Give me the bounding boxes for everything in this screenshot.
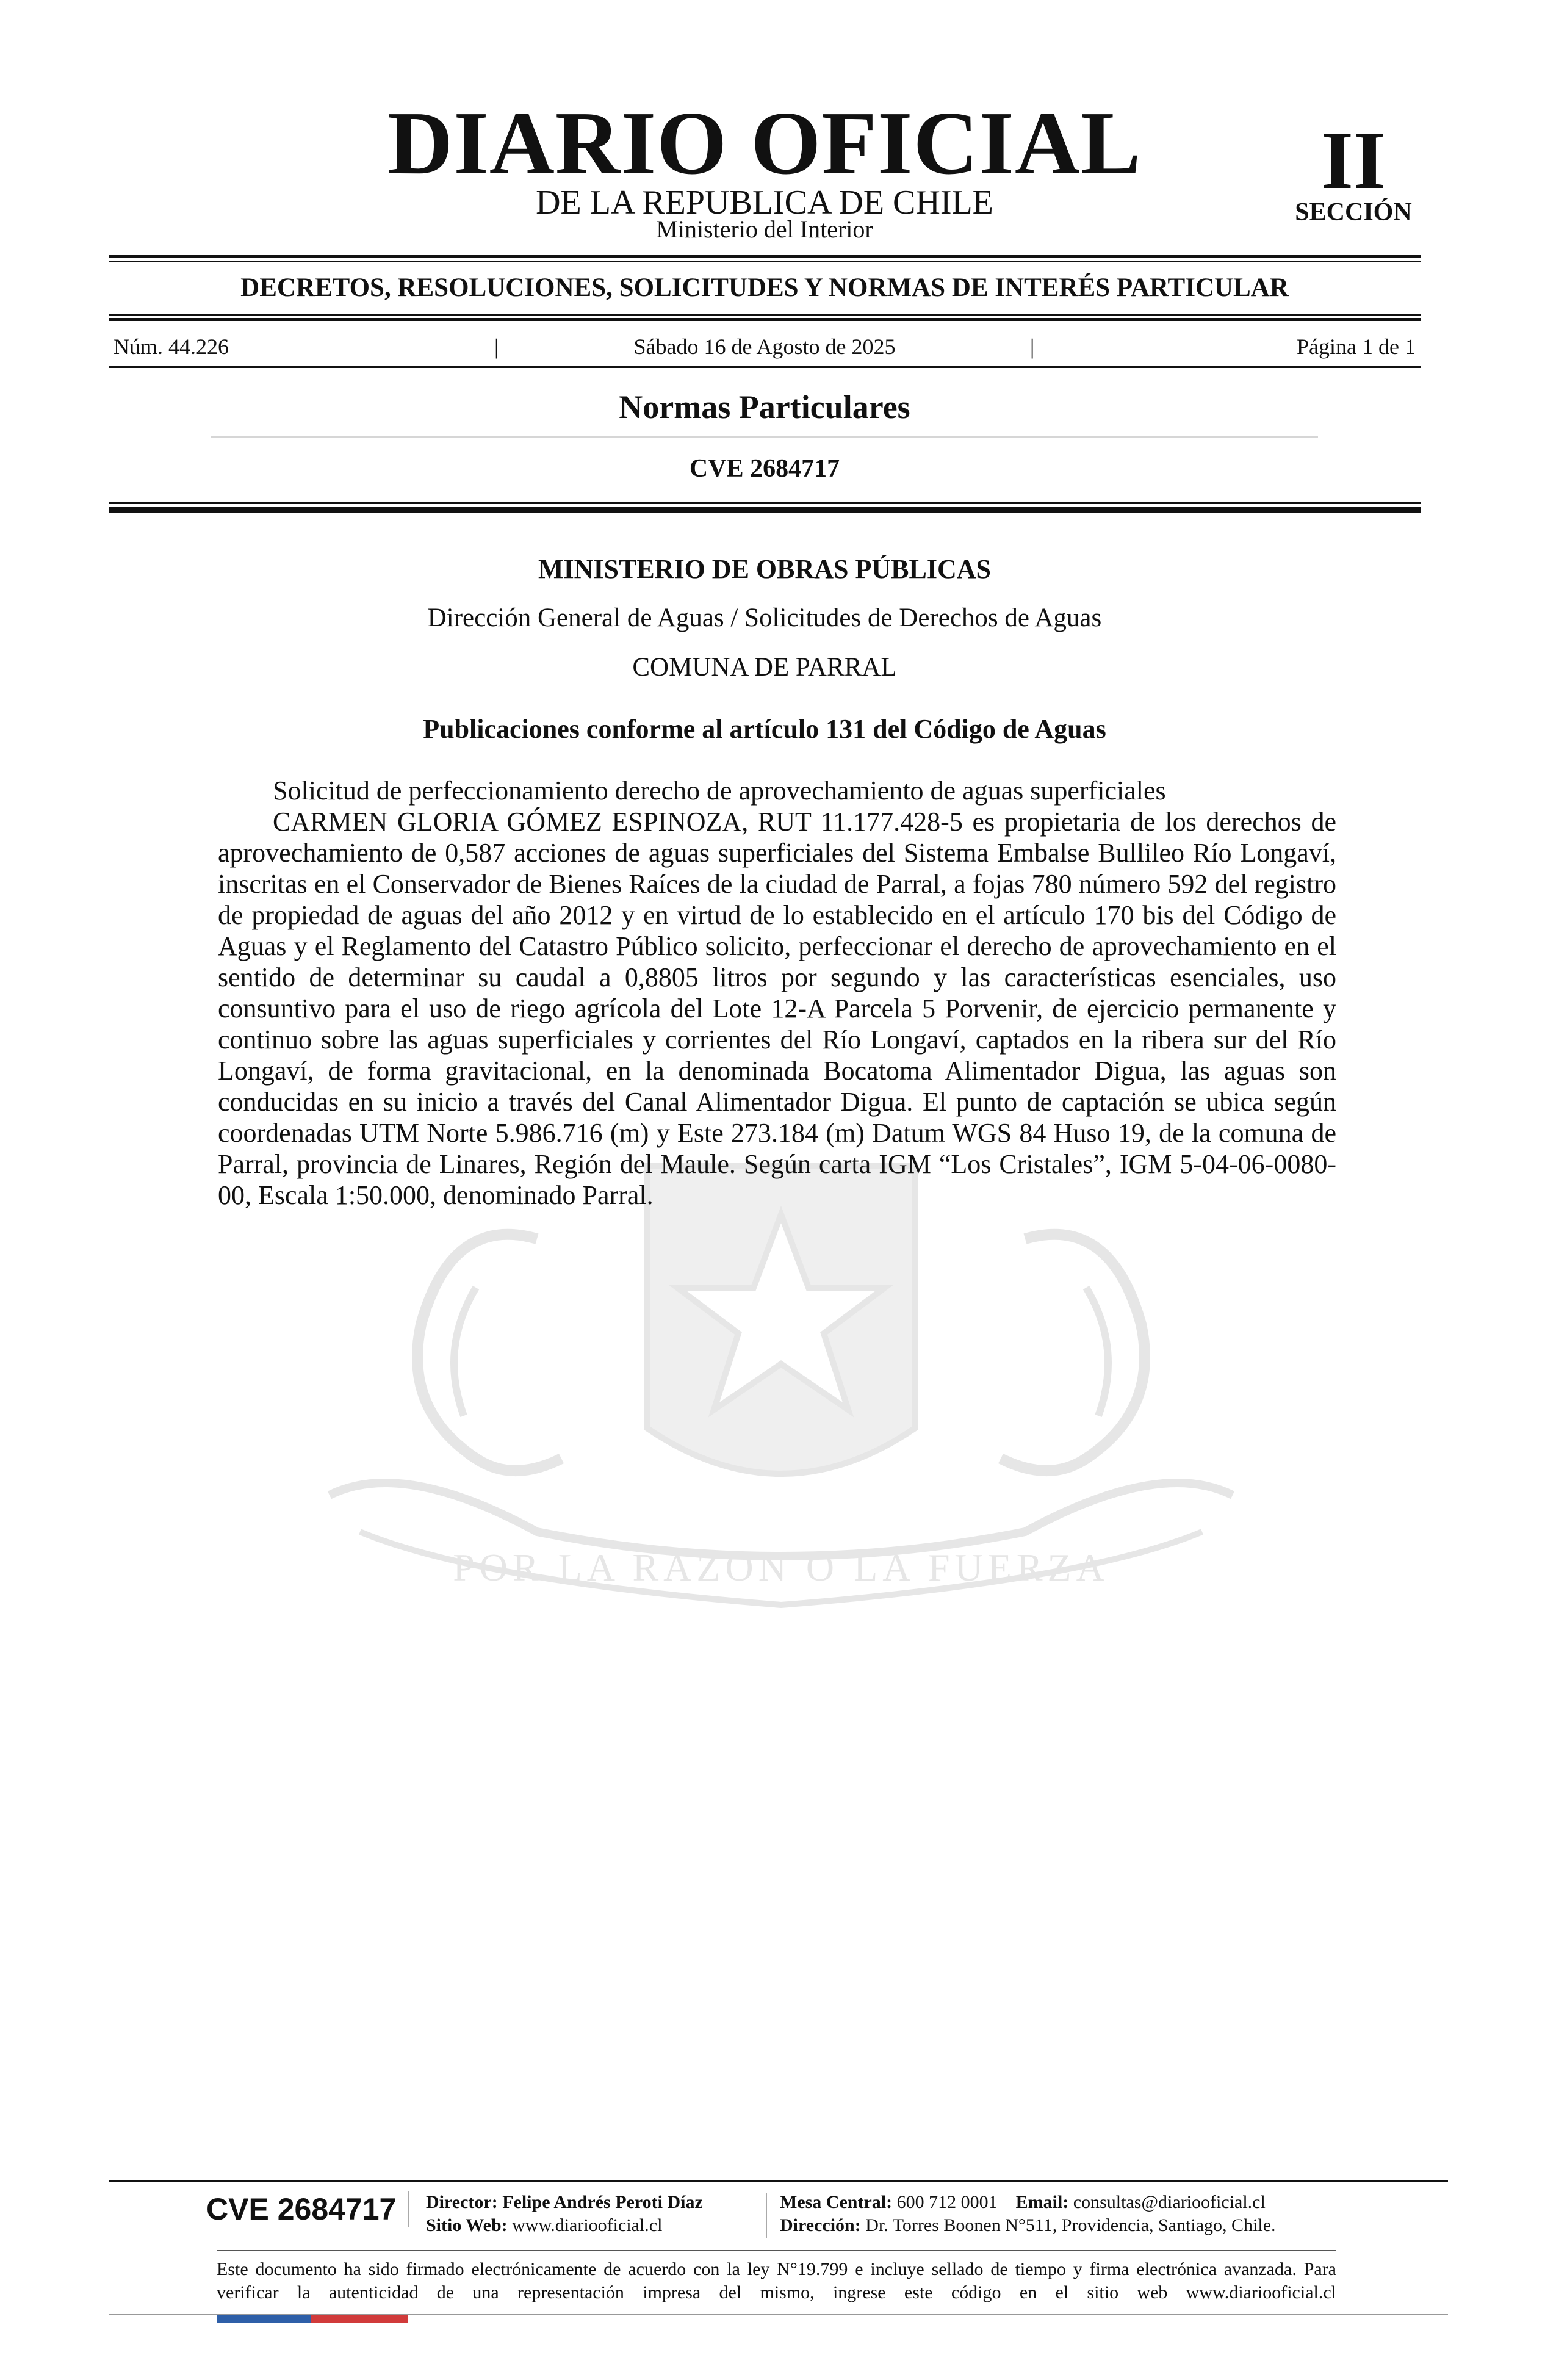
- direction-heading: Dirección General de Aguas / Solicitudes de Derechos de Aguas: [427, 604, 1102, 632]
- masthead-ministry: Ministerio del Interior: [656, 215, 873, 243]
- section-number: II: [1321, 115, 1386, 206]
- phone-number: 600 712 0001: [896, 2192, 998, 2212]
- website-link[interactable]: www.diariooficial.cl: [512, 2215, 663, 2235]
- document-body: [218, 775, 1336, 1211]
- flag-stripe-red: [311, 2315, 408, 2323]
- infobar-rule: [109, 366, 1421, 368]
- section-banner: DECRETOS, RESOLUCIONES, SOLICITUDES Y NORMAS DE INTERÉS PARTICULAR: [240, 273, 1289, 302]
- footer-divider: [217, 2250, 1336, 2251]
- issue-number: Núm. 44.226: [113, 334, 229, 359]
- cve-code: CVE 2684717: [689, 455, 840, 483]
- body-paragraph-intro: Solicitud de perfeccionamiento derecho de aprovechamiento de aguas superficiales: [273, 776, 1166, 806]
- director-name: Felipe Andrés Peroti Díaz: [502, 2192, 703, 2212]
- section-label: SECCIÓN: [1295, 198, 1412, 226]
- footer-separator: [766, 2193, 767, 2238]
- email-label: Email:: [1015, 2192, 1069, 2212]
- masthead: [109, 92, 1421, 250]
- issue-info-bar: [109, 330, 1421, 364]
- coat-of-arms-watermark: [220, 1141, 1342, 1666]
- infobar-separator: |: [494, 334, 499, 359]
- masthead-title: DIARIO OFICIAL: [387, 93, 1142, 193]
- footer-director-block: [426, 2191, 703, 2237]
- banner-rule-bottom-thin: [109, 314, 1421, 316]
- ministry-heading: MINISTERIO DE OBRAS PÚBLICAS: [538, 554, 992, 584]
- page-indicator: Página 1 de 1: [1297, 334, 1416, 359]
- section-title: Normas Particulares: [619, 389, 910, 425]
- footer-contact-block: [780, 2191, 1276, 2237]
- address-text: Dr. Torres Boonen N°511, Providencia, Santiago, Chile.: [865, 2215, 1276, 2235]
- commune-heading: COMUNA DE PARRAL: [632, 653, 897, 682]
- banner-rule-bottom: [109, 318, 1421, 321]
- email-link[interactable]: consultas@diariooficial.cl: [1073, 2192, 1266, 2212]
- website-label: Sitio Web:: [426, 2215, 508, 2235]
- infobar-separator: |: [1030, 334, 1035, 359]
- content-rule-thick: [109, 507, 1421, 513]
- header-rule-top: [109, 255, 1421, 258]
- footer-cve-code: CVE 2684717: [206, 2191, 409, 2227]
- director-label: Director:: [426, 2192, 498, 2212]
- body-paragraph-main: CARMEN GLORIA GÓMEZ ESPINOZA, RUT 11.177.428-5 es propietaria de los derechos de aprovechamiento de 0,587 acciones de aguas superficiales del Sistema Embalse Bullileo Río Longaví, inscritas en el Conservador de Bienes Raíces de la ciudad de Parral, a fojas 780 número 592 del registro de propiedad de aguas del año 2012 y en virtud de lo establecido en el artículo 170 bis del Código de Aguas y el Reglamento del Catastro Público solicito, perfeccionar el derecho de aprovechamiento en el sentido de determinar su caudal a 0,8805 litros por segundo y las características esenciales, uso consuntivo para el uso de riego agrícola del Lote 12-A Parcela 5 Porvenir, de ejercicio permanente y continuo sobre las aguas superficiales y corrientes del Río Longaví, captados en la ribera sur del Río Longaví, de forma gravitacional, en la denominada Bocatoma Alimentador Digua, las aguas son conducidas en su inicio a través del Canal Alimentador Digua. El punto de captación se ubica según coordenadas UTM Norte 5.986.716 (m) y Este 273.184 (m) Datum WGS 84 Huso 19, de la comuna de Parral, provincia de Linares, Región del Maule. Según carta IGM “Los Cristales”, IGM 5-04-06-0080-00, Escala 1:50.000, denominado Parral.: [218, 807, 1336, 1210]
- footer-rule: [109, 2180, 1448, 2182]
- publication-title: Publicaciones conforme al artículo 131 del Código de Aguas: [423, 714, 1106, 744]
- address-label: Dirección:: [780, 2215, 861, 2235]
- header-rule-top-thin: [109, 261, 1421, 262]
- flag-stripe-blue: [217, 2315, 311, 2323]
- footer-legal-notice: Este documento ha sido firmado electrónicamente de acuerdo con la ley N°19.799 e incluye sellado de tiempo y firma electrónica avanzada. Para verificar la autenticidad de una representación impresa del mismo, ingrese este código en el sitio web www.diariooficial.cl: [217, 2259, 1336, 2302]
- title-divider: [211, 436, 1318, 438]
- masthead-subtitle: DE LA REPUBLICA DE CHILE: [536, 184, 993, 222]
- phone-label: Mesa Central:: [780, 2192, 893, 2212]
- content-rule-thin: [109, 502, 1421, 504]
- issue-date: Sábado 16 de Agosto de 2025: [633, 334, 896, 359]
- watermark-motto: POR LA RAZON O LA FUERZA: [453, 1546, 1109, 1589]
